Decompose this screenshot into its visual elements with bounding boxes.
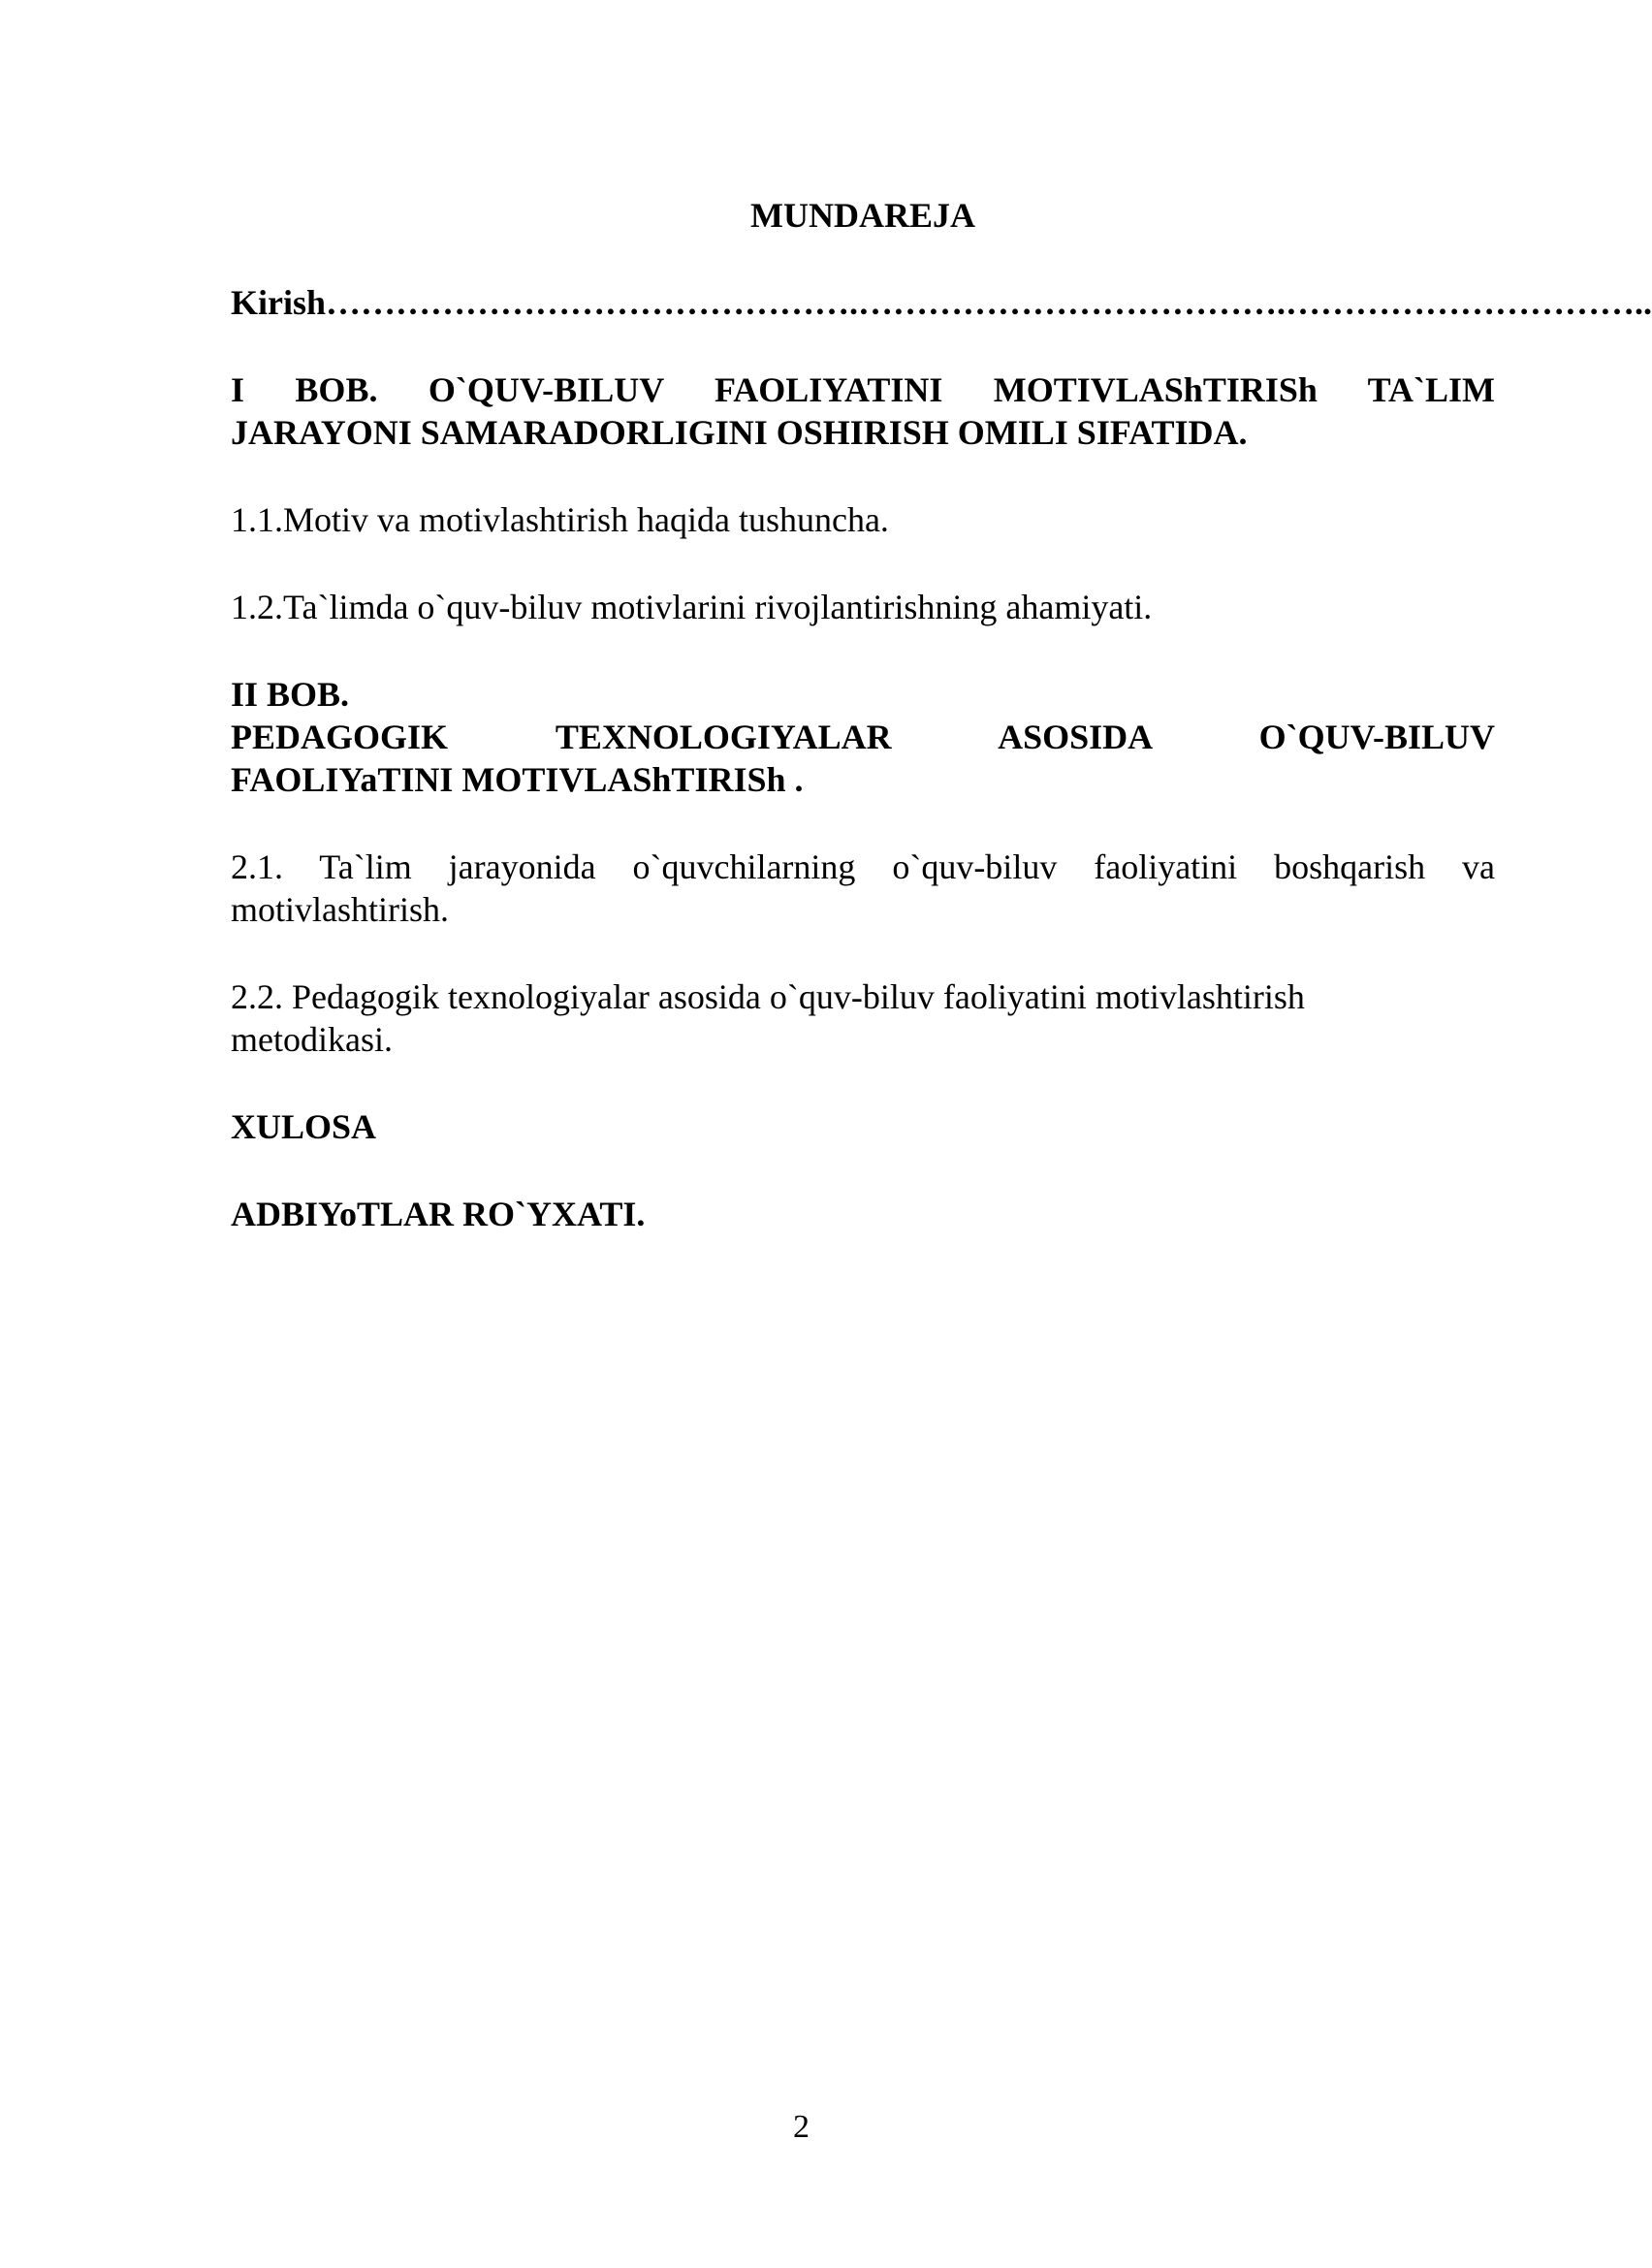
toc-title: MUNDAREJA xyxy=(750,196,975,235)
section-2-2-title-line-2: metodikasi. xyxy=(231,1020,393,1059)
page-number: 2 xyxy=(793,2109,810,2145)
chapter-1-title-line-1: I BOB. O`QUV-BILUV FAOLIYATINI MOTIVLAShTIRISh TA`LIM xyxy=(231,370,1495,409)
chapter-2-label: II BOB. xyxy=(231,675,350,714)
table-of-contents xyxy=(231,194,1652,1280)
toc-entry-section-1-1 xyxy=(231,498,1495,541)
toc-entry-chapter-1 xyxy=(231,368,1495,454)
section-1-2-title: 1.2.Ta`limda o`quv-biluv motivlarini rivojlantirishning ahamiyati. xyxy=(231,588,1153,626)
toc-entry-section-1-2 xyxy=(231,586,1495,628)
toc-entry-references xyxy=(231,1193,1495,1235)
section-1-1-title: 1.1.Motiv va motivlashtirish haqida tushuncha. xyxy=(231,500,889,539)
section-2-2-title-line-1: 2.2. Pedagogik texnologiyalar asosida o`quv-biluv faoliyatini motivlashtirish xyxy=(231,977,1305,1016)
chapter-1-title-line-2: JARAYONI SAMARADORLIGINI OSHIRISH OMILI SIFATIDA. xyxy=(231,413,1248,452)
chapter-2-title-line-1: PEDAGOGIK TEXNOLOGIYALAR ASOSIDA O`QUV-BILUV xyxy=(231,718,1495,756)
section-2-1-title-line-2: motivlashtirish. xyxy=(231,890,449,929)
toc-entry-section-2-1 xyxy=(231,846,1495,931)
intro-line: Kirish……………………………………….……………………………….………………………….. xyxy=(231,283,1652,322)
toc-entry-conclusion xyxy=(231,1105,1495,1148)
toc-entry-intro xyxy=(231,281,1652,324)
references-title: ADBIYoTLAR RO`YXATI. xyxy=(231,1195,646,1233)
toc-entry-section-2-2 xyxy=(231,975,1495,1061)
section-2-1-title-line-1: 2.1. Ta`lim jarayonida o`quvchilarning o`quv-biluv faoliyatini boshqarish va xyxy=(231,847,1495,886)
chapter-2-title-line-2: FAOLIYaTINI MOTIVLAShTIRISh . xyxy=(231,760,804,799)
conclusion-title: XULOSA xyxy=(231,1107,377,1146)
toc-entry-chapter-2 xyxy=(231,673,1495,801)
